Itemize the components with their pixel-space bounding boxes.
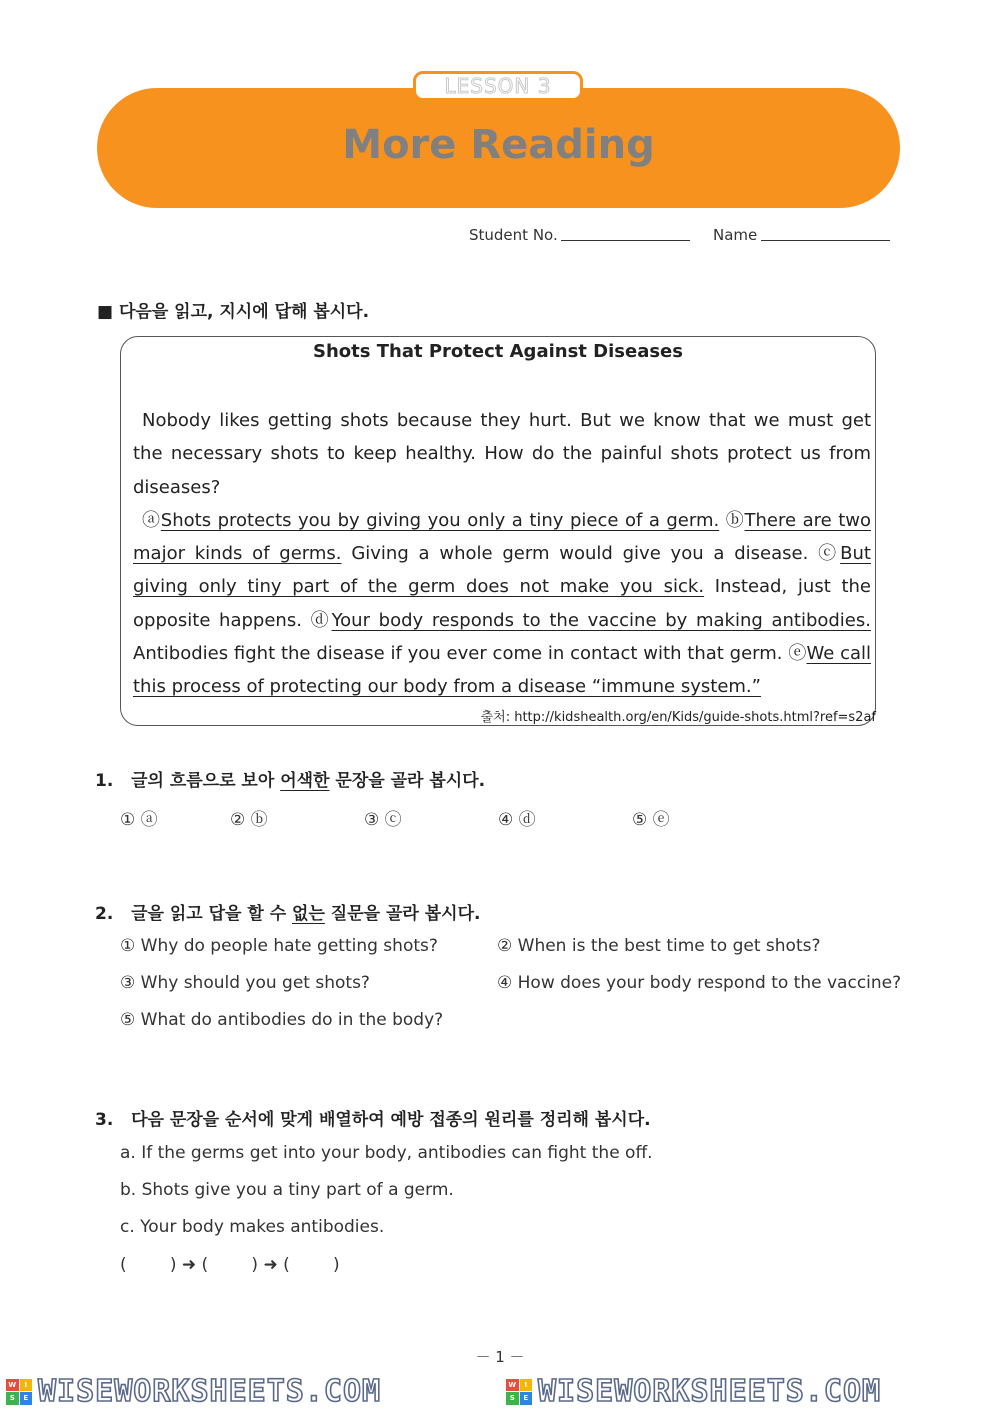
q1-option-2[interactable]: ② ⓑ (230, 810, 268, 830)
q2-option-3[interactable]: ③ Why should you get shots? (120, 973, 370, 993)
footer-logo-1 (0, 1374, 500, 1409)
logo-badge-letter-i: I (520, 1379, 533, 1392)
footer-logo-strip (0, 1372, 1000, 1411)
student-no-field[interactable] (561, 226, 690, 245)
question-1-text-pre: 글의 흐름으로 보아 (131, 771, 281, 791)
q1-option-4[interactable]: ④ ⓓ (498, 810, 536, 830)
passage-paragraph-2 (133, 504, 871, 704)
name-field[interactable] (761, 226, 890, 245)
q2-option-1[interactable]: ① Why do people hate getting shots? (120, 936, 438, 956)
passage-text-3: Antibodies fight the disease if you ever come in contact with that germ. (133, 643, 783, 665)
question-2-text-underlined: 없는 (292, 904, 325, 924)
question-1-text-underlined: 어색한 (280, 771, 330, 791)
sentence-b: There are two major kinds of germs. (133, 509, 871, 565)
page-number: － 1 － (475, 1348, 525, 1366)
mark-c: ⓒ (818, 543, 841, 565)
mark-e: ⓔ (788, 643, 807, 665)
question-3-number: 3. (95, 1110, 114, 1130)
sentence-a: Shots protects you by giving you only a tiny piece of a germ. (160, 509, 720, 531)
footer-logo-text: WISEWORKSHEETS.COM (538, 1374, 882, 1409)
sentence-c: But giving only tiny part of the germ does not make you sick. (133, 543, 871, 598)
q3-item-c: c. Your body makes antibodies. (120, 1217, 385, 1237)
q3-item-b: b. Shots give you a tiny part of a germ. (120, 1180, 454, 1200)
q1-option-3[interactable]: ③ ⓒ (364, 810, 402, 830)
passage-paragraph-1: Nobody likes getting shots because they hurt. But we know that we must get the necessary shots to keep healthy. How do the painful shots protect us from diseases? (133, 410, 871, 498)
q1-option-1[interactable]: ① ⓐ (120, 810, 158, 830)
question-1-number: 1. (95, 771, 114, 791)
passage-source: 출처: http://kidshealth.org/en/Kids/guide-shots.html?ref=s2af (480, 710, 876, 725)
student-no-label: Student No. (469, 226, 558, 244)
passage-body (133, 404, 871, 704)
q3-item-a: a. If the germs get into your body, antibodies can fight the off. (120, 1143, 653, 1163)
logo-badge-letter-s: S (506, 1392, 519, 1405)
footer-logo-2 (500, 1374, 1000, 1409)
question-2-number: 2. (95, 904, 114, 924)
logo-badge-letter-w: W (6, 1379, 19, 1392)
question-1-text-post: 문장을 골라 봅시다. (329, 771, 486, 791)
logo-badge-letter-s: S (6, 1392, 19, 1405)
mark-b: ⓑ (725, 509, 745, 531)
logo-badge-letter-w: W (506, 1379, 519, 1392)
mark-d: ⓓ (310, 609, 332, 631)
passage-text-2: Instead, just the opposite happens. (133, 576, 871, 631)
q2-option-2[interactable]: ② When is the best time to get shots? (497, 936, 821, 956)
passage-title: Shots That Protect Against Diseases (313, 341, 683, 362)
question-3 (95, 1105, 651, 1130)
logo-badge-letter-e: E (520, 1392, 533, 1405)
logo-badge-letter-e: E (20, 1392, 33, 1405)
instruction: ■ 다음을 읽고, 지시에 답해 봅시다. (97, 302, 370, 322)
q3-answer-line[interactable]: ( ) ➜ ( ) ➜ ( ) (120, 1255, 340, 1275)
q1-option-5[interactable]: ⑤ ⓔ (632, 810, 670, 830)
lesson-tab: LESSON 3 (413, 71, 583, 101)
sentence-d: Your body responds to the vaccine by making antibodies. (331, 609, 871, 631)
question-2 (95, 899, 480, 924)
logo-badge-icon (506, 1379, 532, 1405)
logo-badge-icon (6, 1379, 32, 1405)
page-title: More Reading (342, 122, 655, 168)
question-2-text-post: 질문을 골라 봅시다. (324, 904, 481, 924)
footer-logo-text: WISEWORKSHEETS.COM (38, 1374, 382, 1409)
q2-option-4[interactable]: ④ How does your body respond to the vaccine? (497, 973, 902, 993)
question-1 (95, 766, 485, 791)
name-label: Name (713, 226, 758, 244)
question-2-text-pre: 글을 읽고 답을 할 수 (131, 904, 293, 924)
q2-option-5[interactable]: ⑤ What do antibodies do in the body? (120, 1010, 444, 1030)
mark-a: ⓐ (142, 509, 161, 531)
passage-text-1: Giving a whole germ would give you a disease. (351, 543, 809, 565)
question-3-text: 다음 문장을 순서에 맞게 배열하여 예방 접종의 원리를 정리해 봅시다. (131, 1110, 651, 1130)
logo-badge-letter-i: I (20, 1379, 33, 1392)
sentence-e: We call this process of protecting our body from a disease “immune system.” (133, 643, 872, 698)
